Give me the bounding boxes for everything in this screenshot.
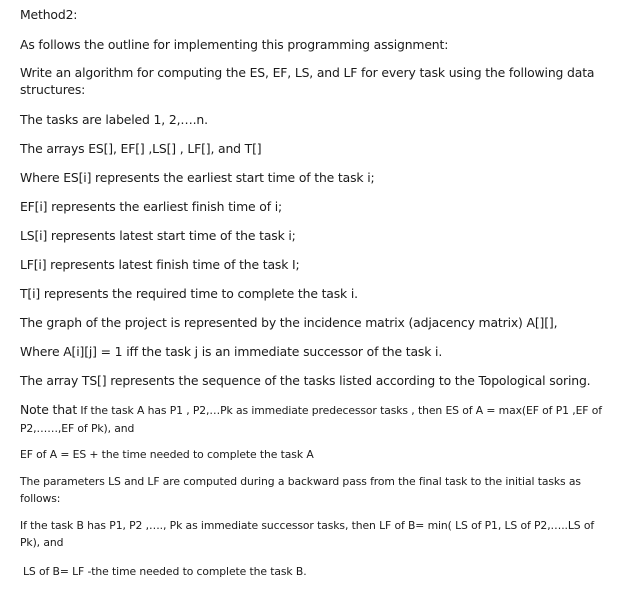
outline-intro: As follows the outline for implementing this programming assignment: <box>20 37 449 52</box>
tasks-label-line: The tasks are labeled 1, 2,….n. <box>20 112 208 127</box>
t-definition: T[i] represents the required time to complete the task i. <box>20 286 358 301</box>
lf-definition: LF[i] represents latest finish time of the task I; <box>20 257 300 272</box>
ls-formula: LS of B= LF -the time needed to complete the task B. <box>23 565 307 578</box>
ef-definition: EF[i] represents the earliest finish time of i; <box>20 199 283 214</box>
note-rest: If the task A has P1 , P2,…Pk as immediate predecessor tasks , then ES of A = max(EF of P1 ,EF of P2,……,EF of Pk), and <box>20 404 602 435</box>
arrays-line: The arrays ES[], EF[] ,LS[] , LF[], and T[] <box>20 141 262 156</box>
heading-method2: Method2: <box>20 7 78 22</box>
adjacency-definition: Where A[i][j] = 1 iff the task j is an immediate successor of the task i. <box>20 344 443 359</box>
lf-formula: If the task B has P1, P2 ,…., Pk as immediate successor tasks, then LF of B= min( LS of P1, LS of P2,…..LS of Pk), and <box>20 519 595 549</box>
note-prefix: Note that <box>20 402 78 417</box>
es-definition: Where ES[i] represents the earliest start time of the task i; <box>20 170 375 185</box>
ef-formula: EF of A = ES + the time needed to complete the task A <box>20 448 314 461</box>
ls-definition: LS[i] represents latest start time of the task i; <box>20 228 296 243</box>
algorithm-instruction: Write an algorithm for computing the ES, EF, LS, and LF for every task using the following data structures: <box>20 65 595 97</box>
note-paragraph <box>20 401 610 437</box>
graph-definition: The graph of the project is represented by the incidence matrix (adjacency matrix) A[][], <box>20 315 558 330</box>
backward-pass-note: The parameters LS and LF are computed during a backward pass from the final task to the initial tasks as follows: <box>20 475 581 505</box>
topological-line: The array TS[] represents the sequence of the tasks listed according to the Topological soring. <box>20 373 591 388</box>
